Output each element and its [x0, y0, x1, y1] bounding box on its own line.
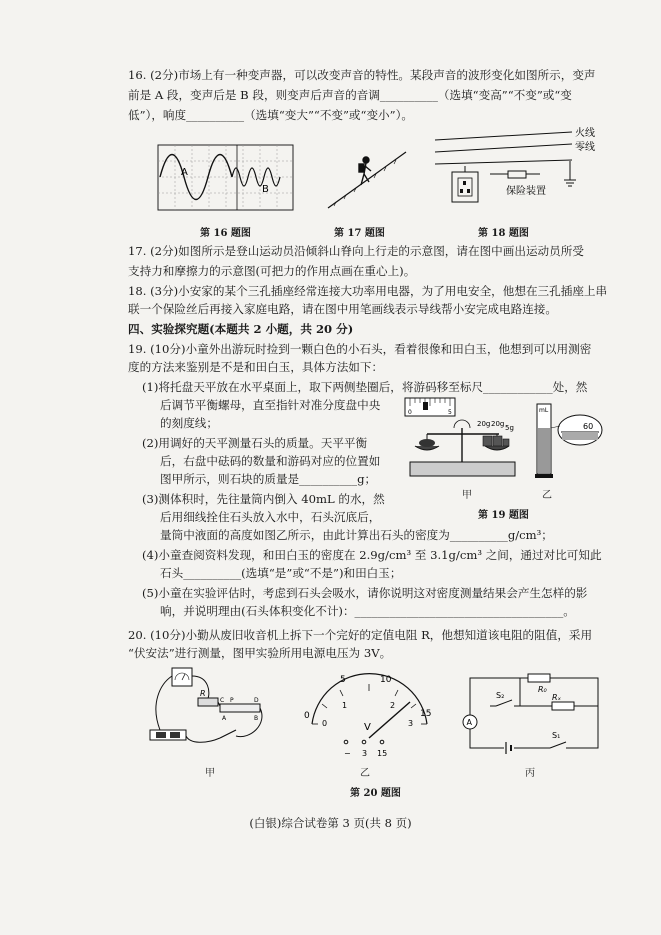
q16-line3: 低”），响度__________（选填“变大”“不变”或“变小”）。: [128, 108, 413, 122]
q19-step1-line1: (1)将托盘天平放在水平桌面上，取下两侧垫圈后，将游码移至标尺____________处，然: [142, 380, 588, 394]
q16-line2: 前是 A 段，变声后是 B 段，则变声后声音的音调__________（选填“变高”“不变”或“变: [128, 88, 572, 102]
q19-step1-line2: 后调节平衡螺母，直至指针对准分度盘中央: [160, 398, 381, 412]
fig19-label-jia: 甲: [462, 490, 472, 501]
fuse-label: 保险装置: [506, 186, 546, 197]
section-heading: 四、实验探究题(本题共 2 小题，共 20 分): [128, 322, 354, 336]
fig20-label-bing: 丙: [525, 768, 535, 779]
weight-20g-a-icon: [483, 436, 492, 446]
ammeter-icon: [172, 668, 192, 686]
fig16-caption: 第 16 题图: [200, 228, 251, 239]
cylinder-reading: 60: [583, 422, 594, 431]
fig20-label-yi: 乙: [360, 768, 370, 779]
dial-bottom-0: 0: [322, 719, 328, 728]
terminal-15: 15: [377, 749, 388, 758]
fig17-caption: 第 17 题图: [334, 228, 385, 239]
weight-5g-icon: [503, 439, 509, 446]
switch-icon: [220, 730, 236, 738]
fig20-label-jia: 甲: [205, 768, 215, 779]
fig19-caption: 第 19 题图: [478, 510, 529, 521]
dial-top-0: 0: [304, 711, 310, 721]
q19-step1-line3: 的刻度线；: [160, 416, 218, 430]
resistor-icon: [198, 698, 218, 706]
q18-line2: 联一个保险丝后再接入家庭电路，请在图中用笔画线表示导线帮小安完成电路连接。: [128, 302, 557, 316]
dial-top-15: 15: [420, 709, 432, 719]
q19-step3-line2: 后用细线拴住石头放入水中，石头沉底后，: [160, 510, 381, 524]
s2-label: S₂: [496, 691, 505, 700]
rheostat-icon: [220, 704, 260, 712]
r0-resistor-icon: [528, 674, 550, 682]
weight-label-3: 5g: [505, 424, 514, 432]
fig20-circuit-diagram: [460, 672, 610, 757]
rx-label: Rₓ: [552, 693, 562, 702]
q19-step5-line2: 响，并说明理由(石头体积变化不计)：____________________________________。: [160, 604, 575, 618]
fig20-physical-circuit: [150, 664, 270, 754]
terminal-3: 3: [362, 749, 368, 758]
rheostat-label-c: C: [220, 697, 225, 704]
wave-label-a: A: [181, 167, 188, 178]
fuse-icon: [508, 171, 526, 178]
dial-top-10: 10: [380, 675, 392, 685]
dial-bottom-3: 3: [408, 719, 414, 728]
live-wire-label: 火线: [575, 128, 595, 139]
q19-step3-line3: 量筒中液面的高度如图乙所示，由此计算出石头的密度为__________g/cm³；: [160, 528, 553, 542]
q19-step2-line1: (2)用调好的天平测量石头的质量。天平平衡: [142, 436, 368, 450]
neutral-wire-label: 零线: [575, 142, 595, 153]
stone-icon: [419, 439, 435, 447]
dial-bottom-1: 1: [342, 701, 348, 710]
q19-step3-line1: (3)测体积时，先往量筒内倒入 40mL 的水，然: [142, 492, 385, 506]
q18-line1: 18. (3分)小安家的某个三孔插座经常连接大功率用电器，为了用电安全，他想在三孔插座上串: [128, 284, 608, 298]
rx-resistor-icon: [552, 702, 574, 710]
rheostat-label-d: D: [254, 697, 259, 704]
s1-label: S₁: [552, 731, 561, 740]
fig16-waveform: [158, 145, 293, 210]
q19-line2: 度的方法来鉴别是不是和田白玉，具体方法如下：: [128, 360, 384, 374]
ammeter-a-label: A: [466, 718, 472, 727]
q19-step2-line2: 后，右盘中砝码的数量和游码对应的位置如: [160, 454, 381, 468]
rheostat-label-a: A: [222, 715, 227, 722]
voltmeter-v-symbol: V: [364, 722, 371, 733]
rider-scale-5: 5: [448, 409, 452, 416]
weight-label-1: 20g: [477, 420, 491, 428]
cylinder-unit: mL: [539, 407, 549, 414]
dial-top-5: 5: [340, 675, 346, 685]
fig19-label-yi: 乙: [542, 490, 552, 501]
weight-20g-b-icon: [493, 436, 502, 446]
q20-line2: “伏安法”进行测量，图甲实验所用电源电压为 3V。: [128, 646, 392, 660]
q19-step4-line1: (4)小童查阅资料发现，和田白玉的密度在 2.9g/cm³ 至 3.1g/cm³ 之间，通过对比可知此: [142, 548, 602, 562]
fig17-climber: [328, 140, 408, 210]
fig19-balance: [405, 398, 520, 480]
dial-bottom-2: 2: [390, 701, 396, 710]
fig18-caption: 第 18 题图: [478, 228, 529, 239]
r0-label: R₀: [538, 685, 547, 694]
fig18-circuit: [430, 128, 605, 220]
rheostat-label-p: P: [230, 697, 234, 704]
q19-step4-line2: 石头__________(选填“是”或“不是”)和田白玉；: [160, 566, 402, 580]
fig20-voltmeter: [302, 675, 437, 760]
fig19-cylinder: [535, 398, 610, 480]
q19-step2-line3: 图甲所示，则石块的质量是__________g；: [160, 472, 377, 486]
fig20-caption: 第 20 题图: [350, 788, 401, 799]
q17-line1: 17. (2分)如图所示是登山运动员沿倾斜山脊向上行走的示意图，请在图中画出运动员所受: [128, 244, 584, 258]
battery-icon: [150, 730, 186, 740]
rider-scale-0: 0: [408, 409, 412, 416]
resistor-label: R: [200, 689, 206, 698]
q20-line1: 20. (10分)小勤从废旧收音机上拆下一个完好的定值电阻 R，他想知道该电阻的阻值，采用: [128, 628, 593, 642]
socket-icon: [452, 172, 478, 202]
weight-label-2: 20g: [491, 420, 505, 428]
q19-step5-line1: (5)小童在实验评估时，考虑到石头会吸水，请你说明这对密度测量结果会产生怎样的影: [142, 586, 588, 600]
terminal-minus: −: [344, 749, 351, 758]
rheostat-label-b: B: [254, 715, 259, 722]
q16-line1: 16. (2分)市场上有一种变声器，可以改变声音的特性。某段声音的波形变化如图所示，变声: [128, 68, 596, 82]
page-footer: (白银)综合试卷第 3 页(共 8 页): [249, 816, 412, 830]
wave-label-b: B: [262, 184, 269, 195]
q17-line2: 支持力和摩擦力的示意图(可把力的作用点画在重心上)。: [128, 264, 416, 278]
q19-line1: 19. (10分)小童外出游玩时捡到一颗白色的小石头，看着很像和田白玉，他想到可以用测密: [128, 342, 592, 356]
